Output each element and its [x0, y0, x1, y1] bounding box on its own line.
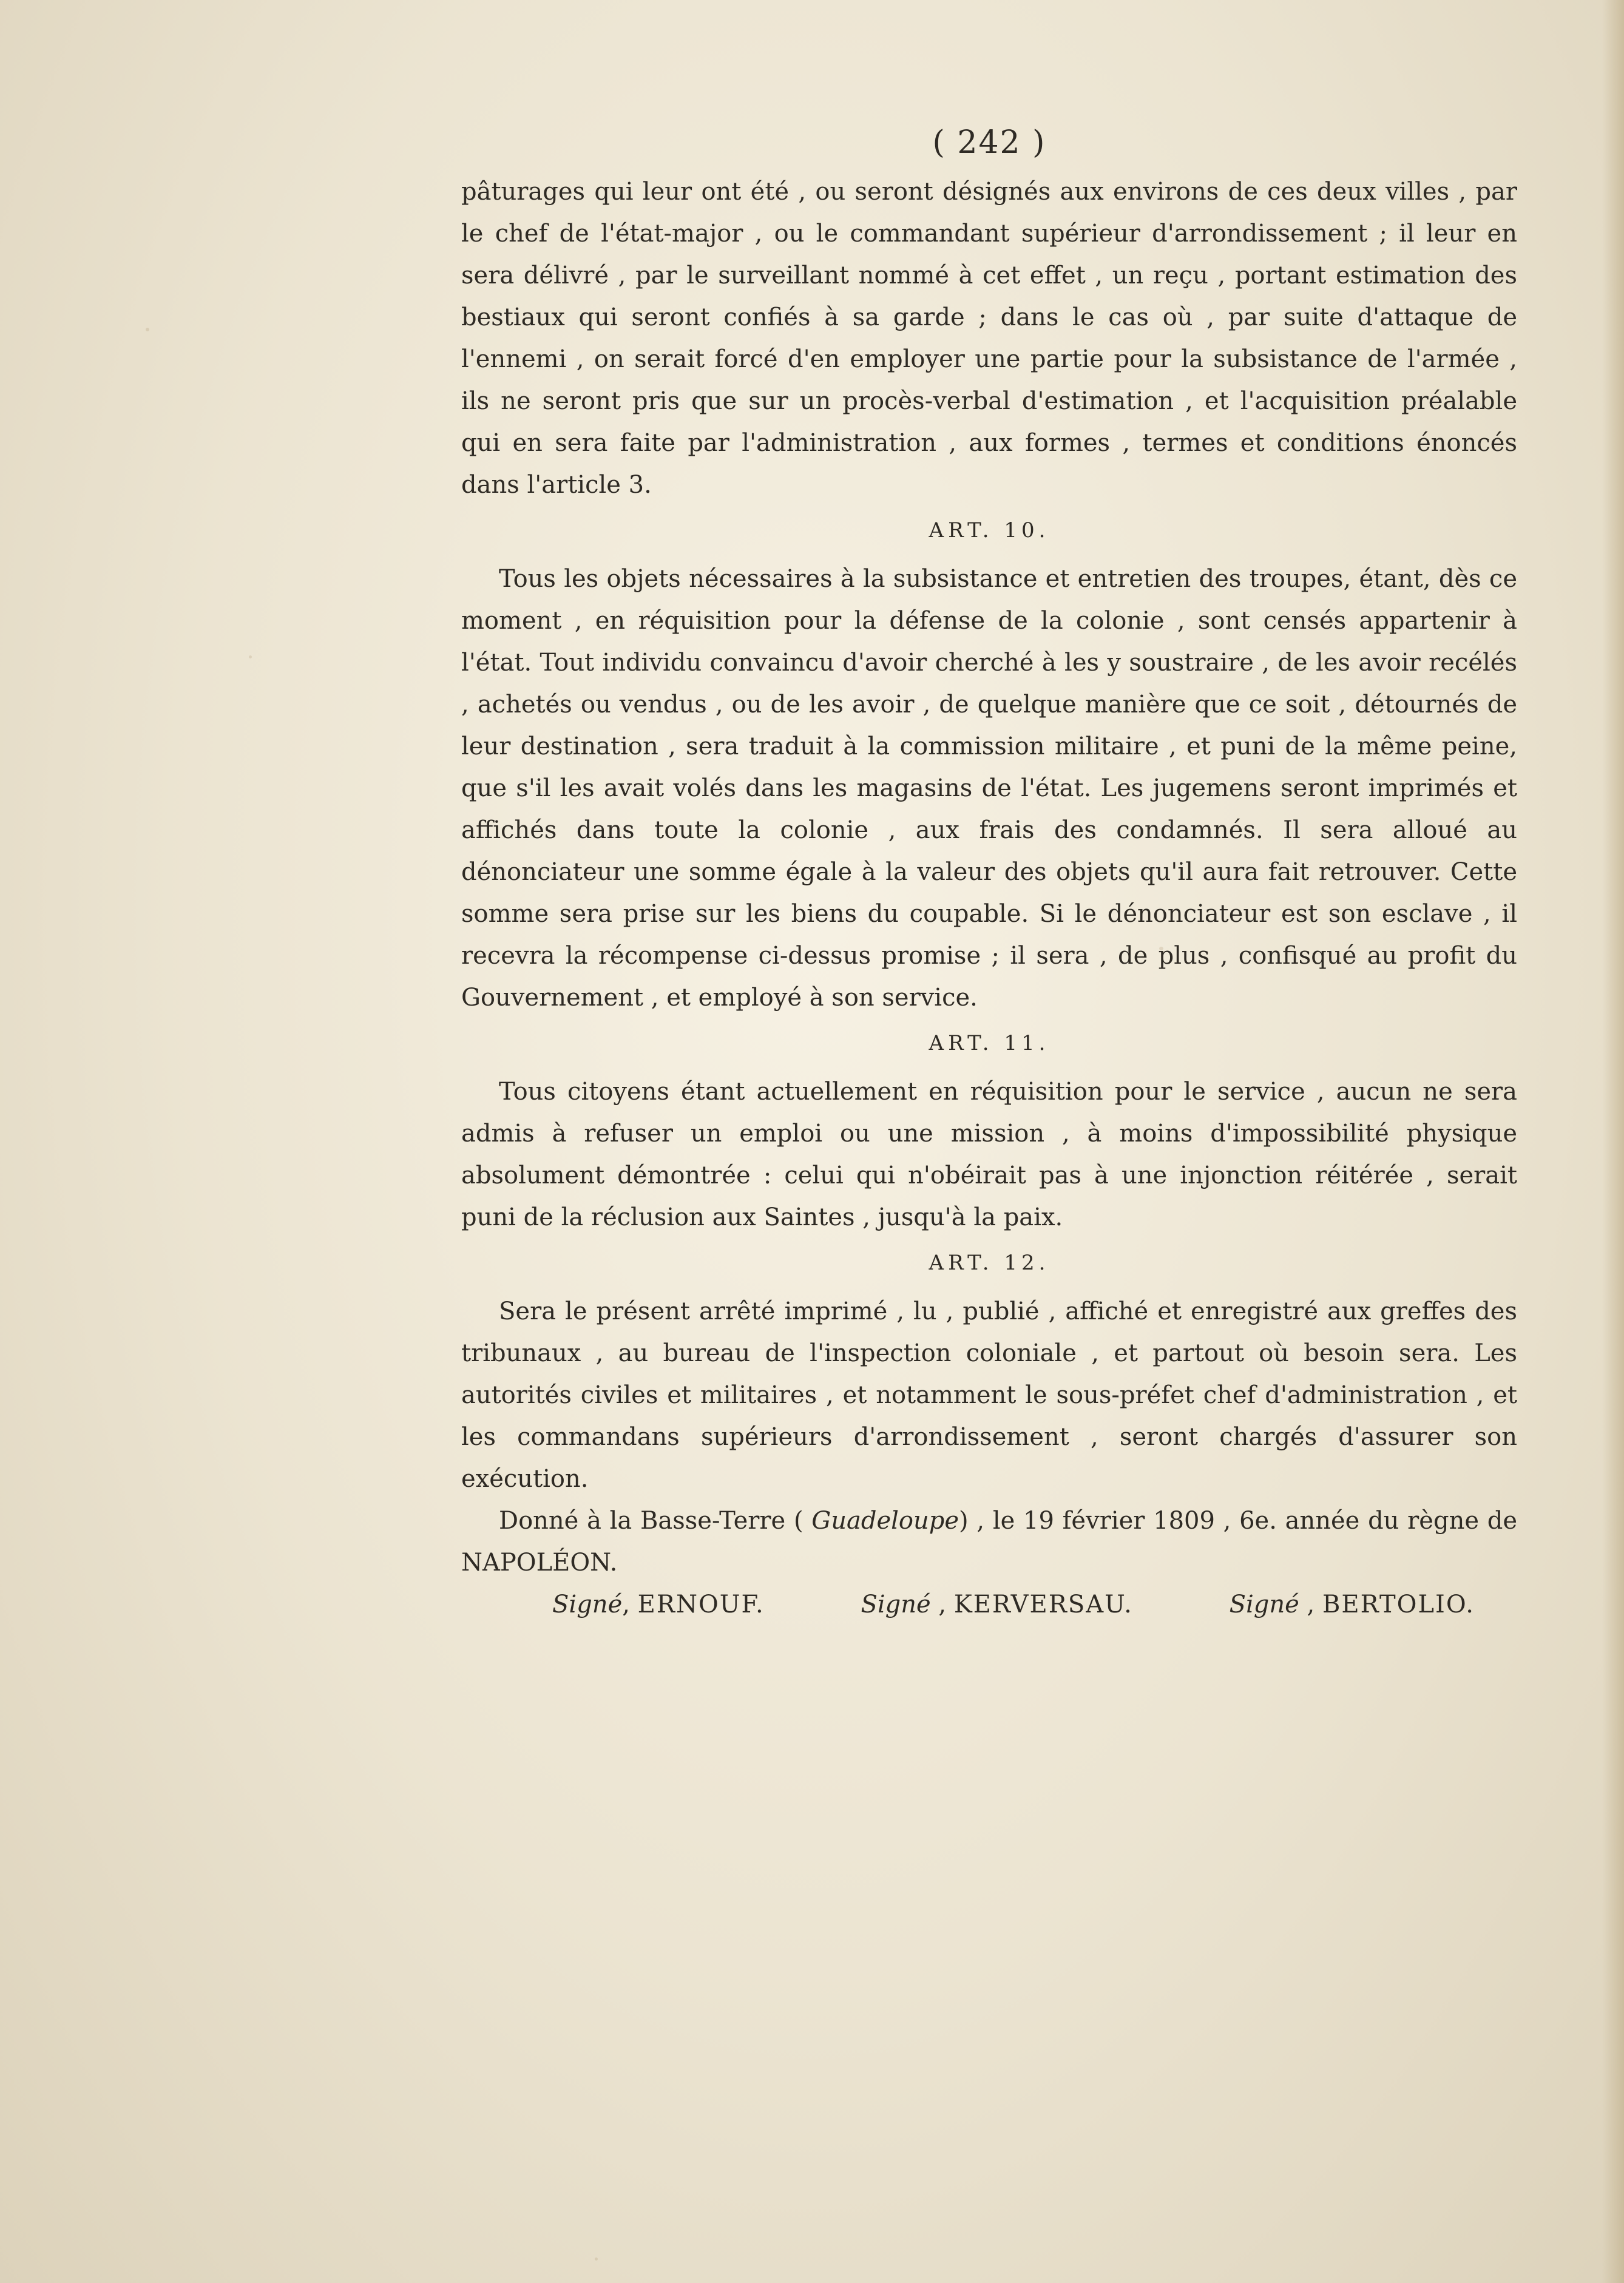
- given-at-line: [461, 1500, 1517, 1584]
- signatures-row: [461, 1584, 1517, 1626]
- page-number: ( 242 ): [932, 124, 1046, 161]
- given-place: Guadeloupe: [811, 1507, 959, 1535]
- article-12-heading: ART. 12.: [929, 1251, 1050, 1275]
- page-edge-shadow: [1602, 0, 1624, 2283]
- signature-name: BERTOLIO.: [1322, 1591, 1475, 1618]
- signature-kerversau: Signé , KERVERSAU.: [861, 1591, 1133, 1618]
- article-10-heading: ART. 10.: [929, 518, 1050, 543]
- article-11-text: Tous citoyens étant actuellement en réquisition pour le service , aucun ne sera admis à refuser un emploi ou une mission , à moins d'impossibilité physique absolument démontrée : celui qui n'obéirait pas à une injonction réitérée , serait puni de la réclusion aux Saintes , jusqu'à la paix.: [461, 1078, 1517, 1231]
- paper-spot: [595, 2258, 598, 2261]
- given-suffix: ) , le 19 février 1809 , 6e. année du règne de NAPOLÉON.: [461, 1507, 1517, 1577]
- document-text: [461, 121, 1517, 1626]
- article-10-text: Tous les objets nécessaires à la subsistance et entretien des troupes, étant, dès ce moment , en réquisition pour la défense de la colonie , sont censés appartenir à l'état. Tout individu convaincu d'avoir cherché à les y soustraire , de les avoir recélés , achetés ou vendus , ou de les avoir , de quelque manière que ce soit , détournés de leur destination , sera traduit à la commission militaire , et puni de la même peine, que s'il les avait volés dans les magasins de l'état. Les jugemens seront imprimés et affichés dans toute la colonie , aux frais des condamnés. Il sera alloué au dénonciateur une somme égale à la valeur des objets qu'il aura fait retrouver. Cette somme sera prise sur les biens du coupable. Si le dénonciateur est son esclave , il recevra la récompense ci-dessus promise ; il sera , de plus , confisqué au profit du Gouvernement , et employé à son service.: [461, 565, 1517, 1012]
- signature-label: Signé: [861, 1591, 931, 1618]
- article-12-text: Sera le présent arrêté imprimé , lu , publié , affiché et enregistré aux greffes des tribunaux , au bureau de l'inspection coloniale , et partout où besoin sera. Les autorités civiles et militaires , et notamment le sous-préfet chef d'administration , et les commandans supérieurs d'arrondissement , seront chargés d'assurer son exécution.: [461, 1297, 1517, 1493]
- signature-ernouf: Signé, ERNOUF.: [552, 1591, 765, 1618]
- signature-label: Signé: [552, 1591, 623, 1618]
- paper-spot: [249, 655, 252, 658]
- paper-spot: [146, 328, 149, 331]
- article-11-heading: ART. 11.: [929, 1031, 1050, 1055]
- given-prefix: Donné à la Basse-Terre (: [499, 1507, 812, 1535]
- paragraph-continued: pâturages qui leur ont été , ou seront désignés aux environs de ces deux villes , par le chef de l'état-major , ou le commandant supérieur d'arrondissement ; il leur en sera délivré , par le surveillant nommé à cet effet , un reçu , portant estimation des bestiaux qui seront confiés à sa garde ; dans le cas où , par suite d'attaque de l'ennemi , on serait forcé d'en employer une partie pour la subsistance de l'armée , ils ne seront pris que sur un procès-verbal d'estimation , et l'acquisition préalable qui en sera faite par l'administration , aux formes , termes et conditions énoncés dans l'article 3.: [461, 178, 1517, 499]
- signature-name: KERVERSAU.: [953, 1591, 1133, 1618]
- signature-name: ERNOUF.: [637, 1591, 765, 1618]
- signature-label: Signé: [1229, 1591, 1299, 1618]
- signature-bertolio: Signé , BERTOLIO.: [1229, 1591, 1475, 1618]
